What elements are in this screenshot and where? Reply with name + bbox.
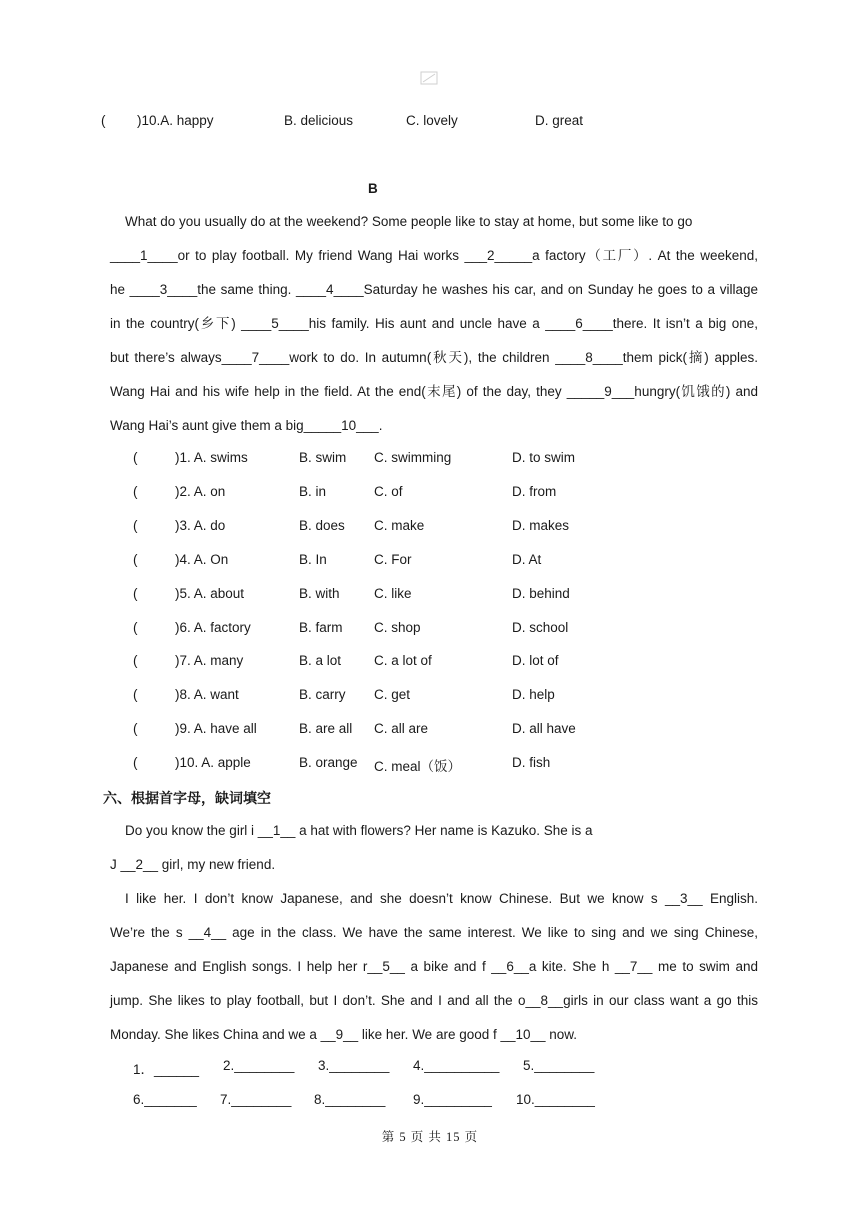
answer-paren: ( — [133, 687, 138, 703]
answer-paren: ( — [133, 585, 138, 601]
cloze-line-1: Do you know the girl i __1__ a hat with flowers? Her name is Kazuko. She is a — [125, 823, 593, 838]
passage-line-6: Wang Hai and his wife help in the field. At the end(末尾) of the day, they _____9___hungry(饥饿的) and — [110, 384, 758, 399]
answer-blank: 8.________ — [314, 1092, 386, 1107]
answer-paren: ( — [133, 450, 138, 465]
option-c: C. a lot of — [374, 653, 432, 669]
option-c: C. of — [374, 483, 403, 499]
option-d: D. help — [512, 687, 555, 703]
answer-blank: 7.________ — [220, 1092, 292, 1107]
cloze-line-5: Japanese and English songs. I help her r__5__ a bike and f __6__a kite. She h __7__ me to swim and — [110, 959, 758, 974]
answer-paren: ( — [133, 755, 138, 771]
answer-blank: 1．______ — [133, 1062, 200, 1077]
answer-paren: ( — [101, 113, 106, 128]
option-c: C. lovely — [406, 113, 458, 128]
option-c: C. meal（饭） — [374, 759, 462, 775]
option-c: C. all are — [374, 721, 429, 737]
prev-question-10 — [101, 112, 106, 130]
option-c: C. like — [374, 585, 412, 601]
option-a: )10. A. apple — [175, 755, 251, 771]
answer-paren: ( — [133, 619, 138, 635]
option-a: )6. A. factory — [175, 619, 251, 635]
option-a: )1. A. swims — [175, 450, 248, 465]
section-6-heading: 六、根据首字母，缺词填空 — [103, 790, 271, 806]
option-d: D. from — [512, 483, 557, 499]
answer-blank: 5.________ — [523, 1058, 595, 1073]
option-c: C. swimming — [374, 450, 452, 465]
answer-blank: 10.________ — [516, 1092, 595, 1107]
option-a: )7. A. many — [175, 653, 244, 669]
option-b: B. swim — [299, 450, 347, 465]
option-a: )9. A. have all — [175, 721, 257, 737]
option-d: D. all have — [512, 721, 576, 737]
option-d: D. great — [535, 113, 584, 128]
answer-paren: ( — [133, 551, 138, 567]
answer-blank: 2.________ — [223, 1058, 295, 1073]
option-b: B. delicious — [284, 113, 354, 128]
option-b: B. in — [299, 483, 327, 499]
passage-line-3: he ____3____the same thing. ____4____Saturday he washes his car, and on Sunday he goes to a village — [110, 282, 758, 297]
option-a: )3. A. do — [175, 517, 226, 533]
option-c: C. For — [374, 551, 412, 567]
option-b: B. farm — [299, 619, 343, 635]
option-a: )4. A. On — [175, 551, 229, 567]
page-footer: 第 5 页 共 15 页 — [381, 1130, 479, 1144]
option-a: )5. A. about — [175, 585, 245, 601]
option-d: D. makes — [512, 517, 570, 533]
option-d: D. At — [512, 551, 542, 567]
cloze-line-7: Monday. She likes China and we a __9__ like her. We are good f __10__ now. — [110, 1027, 578, 1042]
option-b: B. In — [299, 551, 327, 567]
option-b: B. a lot — [299, 653, 342, 669]
answer-paren: ( — [133, 721, 138, 737]
option-b: B. carry — [299, 687, 346, 703]
option-d: D. fish — [512, 755, 551, 771]
option-c: C. make — [374, 517, 425, 533]
cloze-line-4: We’re the s __4__ age in the class. We have the same interest. We like to sing and we sing Chinese, — [110, 925, 758, 940]
answer-blank: 6._______ — [133, 1092, 197, 1107]
answer-blank: 4.__________ — [413, 1058, 500, 1073]
option-c: C. get — [374, 687, 411, 703]
answer-blank: 9._________ — [413, 1092, 492, 1107]
answer-blank: 3.________ — [318, 1058, 390, 1073]
option-b: B. does — [299, 517, 345, 533]
option-a: )8. A. want — [175, 687, 239, 703]
option-b: B. with — [299, 585, 340, 601]
section-b-title: B — [368, 181, 378, 196]
option-b: B. are all — [299, 721, 353, 737]
option-d: D. lot of — [512, 653, 559, 669]
answer-paren: ( — [133, 483, 138, 499]
answer-paren: ( — [133, 517, 138, 533]
passage-line-4: in the country(乡下) ____5____his family. His aunt and uncle have a ____6____there. It isn’t a big one, — [110, 316, 758, 331]
option-d: D. school — [512, 619, 569, 635]
option-d: D. behind — [512, 585, 570, 601]
answer-paren: ( — [133, 653, 138, 669]
option-a: )10.A. happy — [137, 113, 214, 128]
cloze-line-2: J __2__ girl, my new friend. — [110, 857, 276, 872]
cloze-line-3: I like her. I don’t know Japanese, and she doesn’t know Chinese. But we know s __3__ English. — [125, 891, 758, 906]
page-mark-icon — [420, 70, 438, 86]
passage-line-5: but there’s always____7____work to do. In autumn(秋天), the children ____8____them pick(摘) apples. — [110, 350, 758, 365]
cloze-line-6: jump. She likes to play football, but I don’t. She and I and all the o__8__girls in our class want a go this — [110, 993, 758, 1008]
passage-line-7: Wang Hai’s aunt give them a big_____10___. — [110, 418, 383, 433]
passage-line-2: ____1____or to play football. My friend Wang Hai works ___2_____a factory（工厂）. At the weekend, — [110, 248, 758, 263]
passage-line-1: What do you usually do at the weekend? Some people like to stay at home, but some like to go — [125, 214, 693, 229]
option-b: B. orange — [299, 755, 358, 771]
option-c: C. shop — [374, 619, 421, 635]
option-a: )2. A. on — [175, 483, 226, 499]
option-d: D. to swim — [512, 450, 576, 465]
